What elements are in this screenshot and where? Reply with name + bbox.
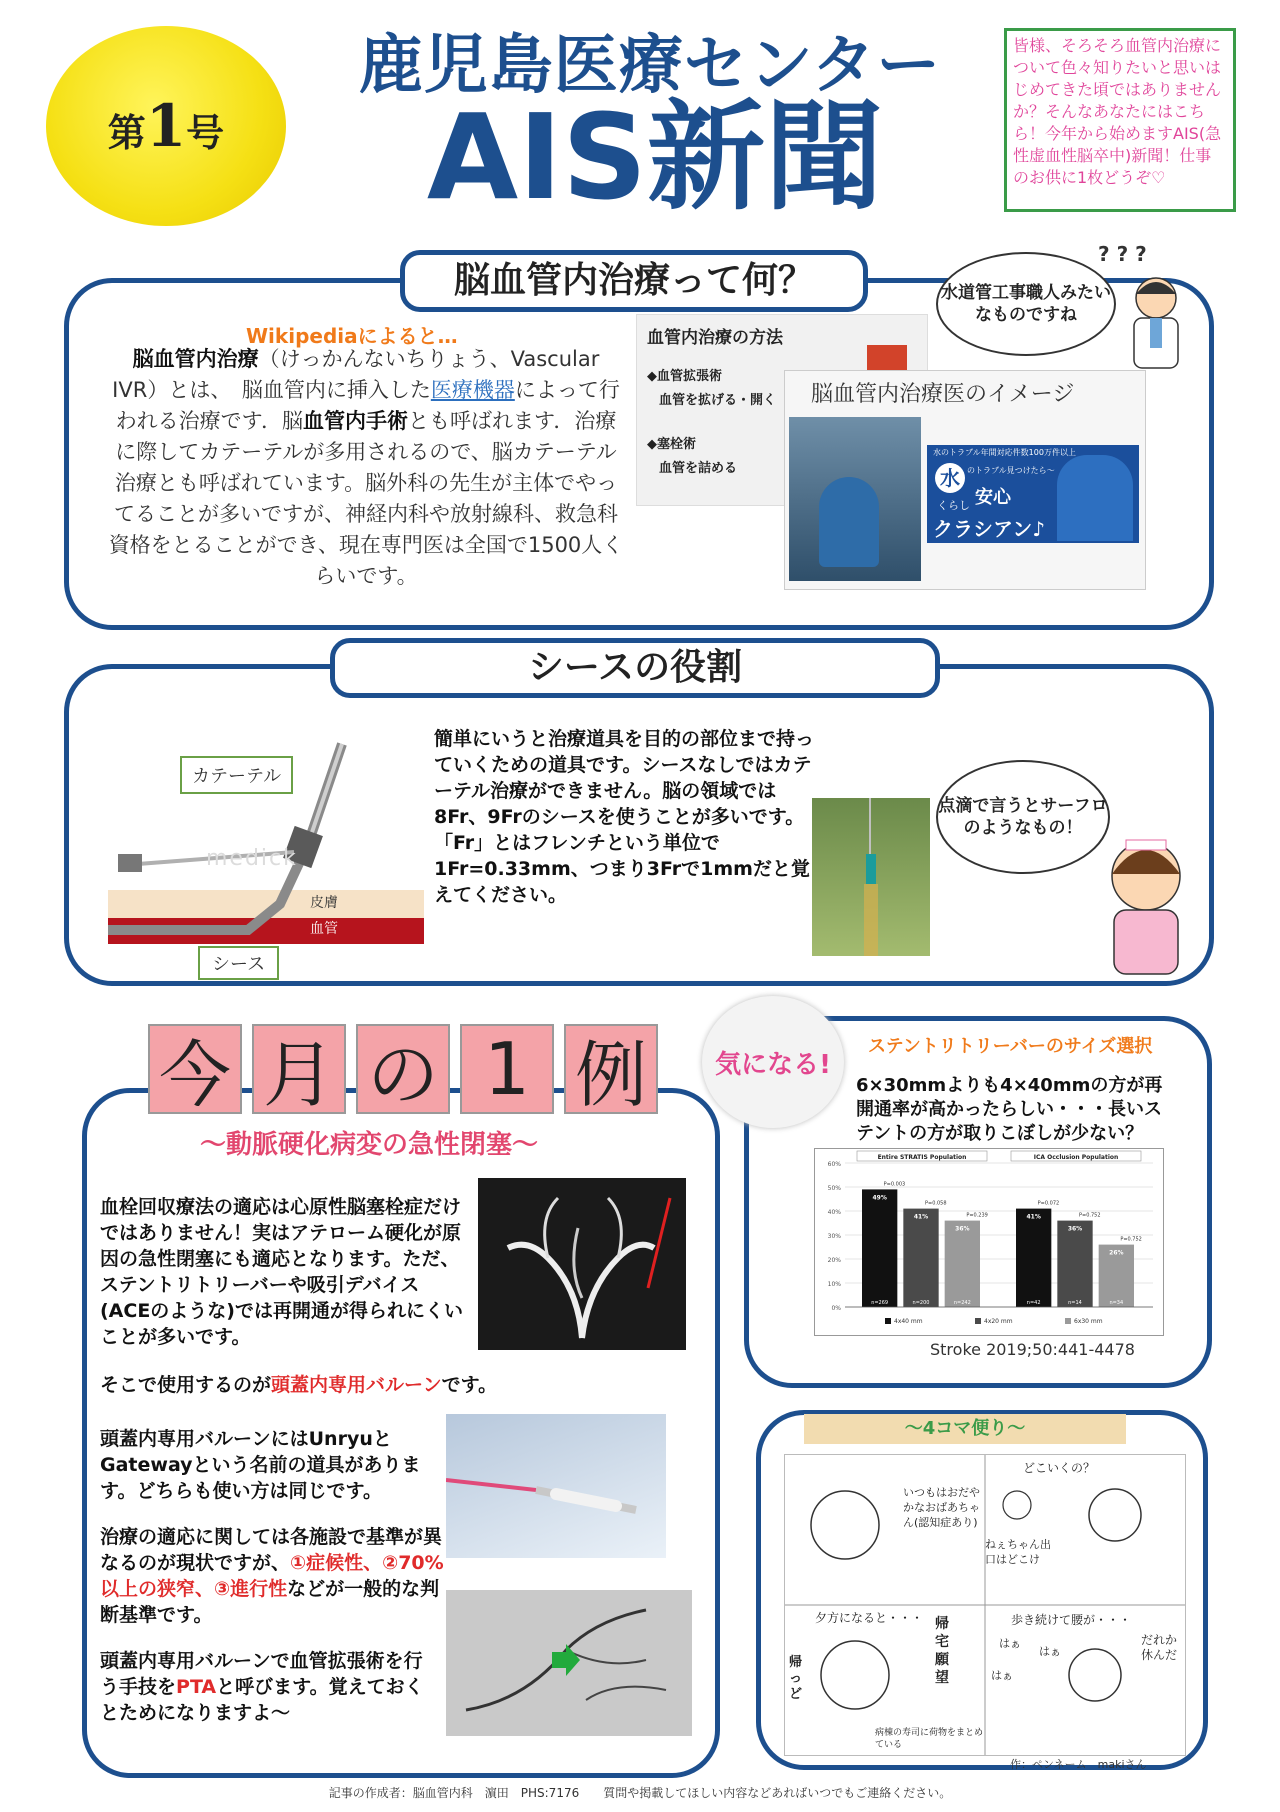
- chart-legend-swatch: [885, 1318, 891, 1324]
- chart-y-tick: 20%: [827, 1257, 841, 1264]
- title-char-3: の: [356, 1024, 450, 1114]
- section1-paragraph: [108, 344, 624, 592]
- text-1: （けっかんないちりょう、Vascular IVR）とは、 脳血管内に挿入した: [112, 347, 600, 402]
- angiography-image-1: [478, 1178, 686, 1350]
- comic-panel3-text-a: 夕方になると・・・: [815, 1611, 924, 1625]
- comic-panel4-text-e: だれか休んだ: [1141, 1633, 1178, 1662]
- ad-water-char: 水: [935, 463, 965, 493]
- kininaru-tag: 気になる!: [702, 996, 844, 1128]
- ad-person: [1057, 455, 1133, 541]
- bold-term-2: 血管内手術: [303, 409, 408, 433]
- chart-group-header: ICA Occlusion Population: [1033, 1154, 1119, 1161]
- chart-legend-label: 4x20 mm: [984, 1318, 1013, 1325]
- plumber-bubble: [936, 252, 1116, 356]
- balloon-photo: [446, 1414, 666, 1558]
- chart-p-label: P=0.058: [925, 1200, 947, 1207]
- chart-bar-label: 36%: [955, 1225, 970, 1233]
- question-marks: ? ? ?: [1098, 242, 1147, 266]
- ad-brand: クラシアン♪: [933, 517, 1045, 541]
- ad-top-text: 水のトラブル年間対応件数100万件以上: [933, 448, 1076, 457]
- chart-n-label: n=242: [953, 1300, 971, 1306]
- case-paragraph-1: 血栓回収療法の適応は心原性脳塞栓症だけではありません！実はアテローム硬化が原因の急性閉塞にも適応となります。ただ、ステントリトリーバーや吸引デバイス(ACEのような)では再開通が得られにくいことが多いです。: [100, 1196, 463, 1348]
- nurse-illustration: [1090, 826, 1200, 976]
- section1-title: 脳血管内治療って何？: [400, 250, 868, 312]
- comic-panel1-text: いつもはおだやかなおばあちゃん(認知症あり): [903, 1486, 980, 1529]
- stent-chart: [814, 1148, 1164, 1336]
- p2-red: 頭蓋内専用バルーン: [271, 1374, 442, 1396]
- comic-panel4-text-a: 歩き続けて腰が・・・: [1011, 1613, 1132, 1627]
- chart-y-tick: 0%: [831, 1305, 841, 1312]
- p5-pre: 頭蓋内専用バルーンで血管拡張術を行う手技を: [100, 1650, 423, 1698]
- chart-legend-label: 6x30 mm: [1074, 1318, 1103, 1325]
- chart-n-label: n=269: [871, 1300, 889, 1306]
- stent-size-text: 6×30mmよりも4×40mmの方が再開通率が高かったらしい・・・長いステントの方が取りこぼしが少ない？: [856, 1075, 1163, 1144]
- newspaper-title: AIS新聞: [426, 88, 884, 226]
- sheath-description: 簡単にいうと治療道具を目的の部位まで持っていくための道具です。シースなしではカテーテル治療ができません。脳の領域では8Fr、9Frのシースを使うことが多いです。「Fr」とはフレンチという単位で1Fr=0.33mm、つまり3Frで1mmだと覚えてください。: [434, 728, 815, 906]
- text-2: によって行われる治療です．脳: [115, 378, 620, 433]
- case-paragraph-2: [100, 1372, 700, 1398]
- comic-panel4-text-d: はぁ: [991, 1669, 1013, 1682]
- comic-panel3-text-c: 帰宅願望: [935, 1616, 949, 1686]
- chart-bar-label: 49%: [872, 1194, 887, 1202]
- p2-pre: そこで使用するのが: [100, 1374, 272, 1396]
- bold-term-1: 脳血管内治療: [132, 347, 259, 371]
- ad-anshin: 安心: [975, 487, 1011, 508]
- nurse-bubble: [936, 760, 1110, 874]
- chart-group-header: Entire STRATIS Population: [877, 1154, 967, 1161]
- comic-title: ～4コマ便り～: [804, 1414, 1126, 1444]
- method-slide-title: 血管内治療の方法: [647, 328, 783, 348]
- sheath-label: シース: [198, 946, 279, 980]
- comic-panel2-text-a: どこいくの？: [1023, 1461, 1096, 1475]
- chart-bar-label: 26%: [1109, 1249, 1124, 1257]
- chart-n-label: n=42: [1026, 1300, 1041, 1306]
- surgeon-figure: [819, 477, 879, 567]
- angiography-image-2: [446, 1590, 692, 1736]
- chart-p-label: P=0.003: [883, 1181, 906, 1188]
- chart-y-tick: 30%: [827, 1233, 841, 1240]
- plumber-bubble-text: 水道管工事職人みたいなものですね: [941, 283, 1111, 325]
- chart-n-label: n=200: [912, 1300, 930, 1306]
- p4-pre: 治療の適応に関しては各施設で基準が異なるのが現状ですが、: [100, 1526, 443, 1574]
- doctor-image-title: 脳血管内治療医のイメージ: [811, 382, 1075, 407]
- method-item-2-sub: 血管を詰める: [659, 461, 738, 476]
- chart-legend-swatch: [975, 1318, 981, 1324]
- nurse-bubble-text: 点滴で言うとサーフロのようなもの！: [938, 796, 1108, 838]
- chart-y-tick: 40%: [827, 1209, 841, 1216]
- ad-sub-text: くらし: [937, 499, 970, 512]
- case-paragraph-4: [100, 1524, 454, 1628]
- chart-p-label: P=0.072: [1037, 1200, 1060, 1207]
- chart-p-label: P=0.239: [966, 1212, 988, 1219]
- chart-p-label: P=0.752: [1079, 1212, 1101, 1219]
- plumbing-ad: [927, 445, 1139, 543]
- medical-device-link[interactable]: 医療機器: [430, 378, 515, 402]
- chart-bar-label: 41%: [913, 1213, 929, 1221]
- chart-bar: [1016, 1209, 1051, 1307]
- comic-panel4-text-c: はぁ: [1039, 1645, 1061, 1658]
- comic-panel2-text-b: ねぇちゃん出口はどこけ: [985, 1538, 1051, 1566]
- p4-post: などが一般的な判断基準です。: [100, 1578, 440, 1626]
- chart-legend-label: 4x40 mm: [894, 1318, 923, 1325]
- chart-bar: [903, 1209, 938, 1307]
- comic-panel3-text-b: 帰っど: [789, 1655, 803, 1702]
- comic-author: 作：ペンネーム makiさん: [1010, 1758, 1147, 1771]
- chart-bar-label: 41%: [1026, 1213, 1041, 1221]
- chart-bar: [862, 1189, 897, 1307]
- p4-red: ①症候性、②70%以上の狭窄、③進行性: [100, 1552, 444, 1600]
- stent-size-title: ステントリトリーバーのサイズ選択: [868, 1036, 1153, 1057]
- doctor-image-slide: [784, 370, 1146, 590]
- issue-prefix: 第: [107, 110, 146, 155]
- newspaper-org-title: 鹿児島医療センター: [358, 29, 942, 103]
- surgery-photo: [789, 417, 921, 581]
- stent-chart-svg: [815, 1149, 1163, 1335]
- chart-legend-swatch: [1065, 1318, 1071, 1324]
- chart-bar: [1057, 1221, 1092, 1307]
- method-item-2: ◆塞栓術: [647, 437, 696, 452]
- title-char-4: 1: [460, 1024, 554, 1114]
- title-char-1: 今: [148, 1024, 242, 1114]
- chart-p-label: P=0.752: [1120, 1236, 1142, 1243]
- chart-bar: [945, 1221, 980, 1307]
- p5-red: PTA: [176, 1676, 217, 1698]
- wikipedia-label: Wikipediaによると…: [246, 324, 458, 348]
- comic-panel4-text-b: はぁ: [999, 1637, 1021, 1650]
- method-item-1: ◆血管拡張術: [647, 369, 722, 384]
- comic-panel3-text-d: 病棟の寿司に荷物をまとめている: [875, 1728, 984, 1750]
- issue-badge: [46, 26, 286, 226]
- chart-y-tick: 50%: [827, 1185, 841, 1192]
- p5-post: と呼びます。覚えておくとためになりますよ～: [100, 1676, 424, 1724]
- chart-y-tick: 60%: [827, 1161, 841, 1168]
- method-item-1-sub: 血管を拡げる・開く: [659, 393, 777, 408]
- chart-citation: Stroke 2019;50:441-4478: [930, 1340, 1135, 1359]
- issue-number: 1: [145, 92, 187, 160]
- watermark: medick: [206, 846, 298, 871]
- p2-post: です。: [441, 1374, 498, 1396]
- text-3: とも呼ばれます．治療に際してカテーテルが多用されるので、脳カテーテル治療とも呼ばれています。脳外科の先生が主体でやってることが多いですが、神経内科や放射線科、救急科資格をとることができ、現在専門医は全国で1500人くらいです。: [108, 409, 624, 588]
- chart-n-label: n=14: [1068, 1300, 1082, 1306]
- case-paragraph-5: [100, 1648, 440, 1726]
- footer-credit: 記事の作成者：脳血管内科 濵田 PHS:7176 質問や掲載してほしい内容などあればいつでもご連絡ください。: [328, 1786, 952, 1800]
- skin-label: 皮膚: [310, 895, 338, 911]
- section2-title: シースの役割: [330, 638, 940, 698]
- chart-n-label: n=34: [1109, 1300, 1124, 1306]
- catheter-label: カテーテル: [180, 756, 293, 794]
- issue-suffix: 号: [186, 110, 225, 155]
- sheath-photo: [812, 798, 930, 956]
- ad-small-text: のトラブル見つけたら～: [967, 466, 1055, 475]
- chart-bar-label: 36%: [1067, 1225, 1083, 1233]
- intro-box: 皆様、そろそろ血管内治療について色々知りたいと思いはじめてきた頃ではありませんか？そんなあなたにはこちら！今年から始めますAIS(急性虚血性脳卒中)新聞！仕事のお供に1枚どうぞ♡: [1004, 28, 1236, 212]
- comic-panels: [784, 1454, 1186, 1756]
- case-subtitle: ～動脈硬化病変の急性閉塞～: [200, 1130, 539, 1160]
- case-paragraph-3: 頭蓋内専用バルーンにはUnryuとGatewayという名前の道具があります。どちらも使い方は同じです。: [100, 1428, 421, 1502]
- title-char-2: 月: [252, 1024, 346, 1114]
- chart-y-tick: 10%: [827, 1281, 841, 1288]
- title-char-5: 例: [564, 1024, 658, 1114]
- vessel-label: 血管: [310, 921, 338, 937]
- doctor-illustration: [1120, 270, 1192, 370]
